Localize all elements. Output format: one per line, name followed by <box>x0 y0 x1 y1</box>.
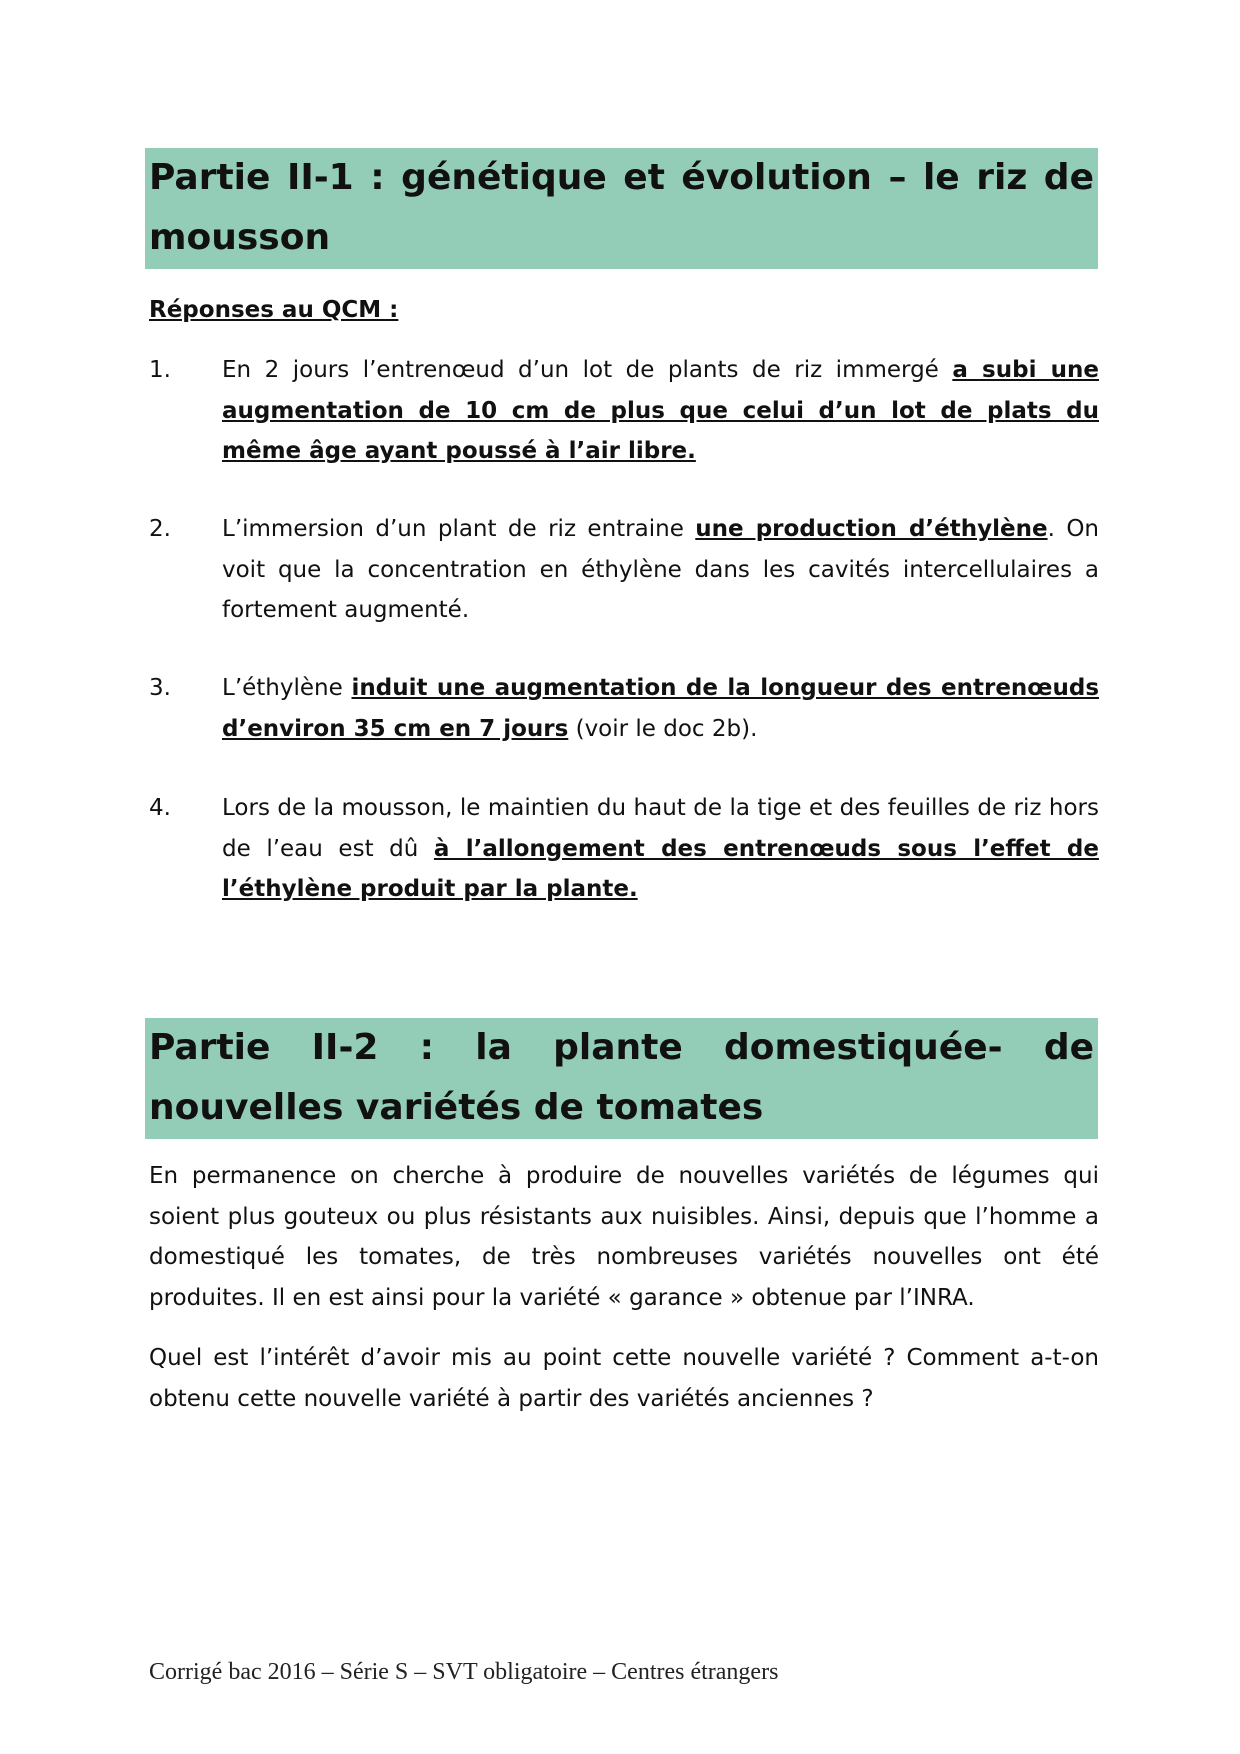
qcm-title: Réponses au QCM : <box>149 297 399 323</box>
item-number: 2. <box>149 516 171 542</box>
qcm-answer-2 <box>149 509 1099 631</box>
key-answer: induit une augmentation de la longueur des entrenœuds d’environ 35 cm en 7 jours <box>222 675 1100 742</box>
key-answer: a subi une augmentation de 10 cm de plus que celui d’un lot de plats du même âge ayant poussé à l’air libre. <box>222 357 1099 464</box>
item-text: L’éthylène induit une augmentation de la longueur des entrenœuds d’environ 35 cm en 7 jours (voir le doc 2b). <box>222 675 1100 742</box>
qcm-answer-3 <box>149 668 1099 749</box>
intro-paragraph: En permanence on cherche à produire de nouvelles variétés de légumes qui soient plus gouteux ou plus résistants aux nuisibles. Ainsi, depuis que l’homme a domestiqué les tomates, de très nombreuses variétés nouvelles ont été produites. Il en est ainsi pour la variété « garance » obtenue par l’INRA. <box>149 1163 1099 1311</box>
qcm-answer-4 <box>149 788 1099 910</box>
page-footer: Corrigé bac 2016 – Série S – SVT obligatoire – Centres étrangers <box>149 1659 779 1685</box>
item-number: 1. <box>149 357 171 383</box>
item-number: 4. <box>149 795 171 821</box>
key-answer: à l’allongement des entrenœuds sous l’effet de l’éthylène produit par la plante. <box>222 835 1099 902</box>
item-text: L’immersion d’un plant de riz entraine une production d’éthylène. On voit que la concentration en éthylène dans les cavités intercellulaires a fortement augmenté. <box>222 516 1099 623</box>
item-text: En 2 jours l’entrenœud d’un lot de plants de riz immergé a subi une augmentation de 10 cm de plus que celui d’un lot de plats du même âge ayant poussé à l’air libre. <box>222 357 1099 464</box>
item-text: Lors de la mousson, le maintien du haut de la tige et des feuilles de riz hors de l’eau est dû à l’allongement des entrenœuds sous l’effet de l’éthylène produit par la plante. <box>222 795 1099 902</box>
item-number: 3. <box>149 675 171 701</box>
section1-heading: Partie II-1 : génétique et évolution – le riz de mousson <box>145 148 1098 269</box>
qcm-answer-1 <box>149 350 1099 472</box>
section2-heading: Partie II-2 : la plante domestiquée- de nouvelles variétés de tomates <box>145 1018 1098 1139</box>
question-paragraph: Quel est l’intérêt d’avoir mis au point cette nouvelle variété ? Comment a-t-on obtenu cette nouvelle variété à partir des variétés anciennes ? <box>149 1345 1099 1412</box>
key-answer: une production d’éthylène <box>695 516 1048 542</box>
